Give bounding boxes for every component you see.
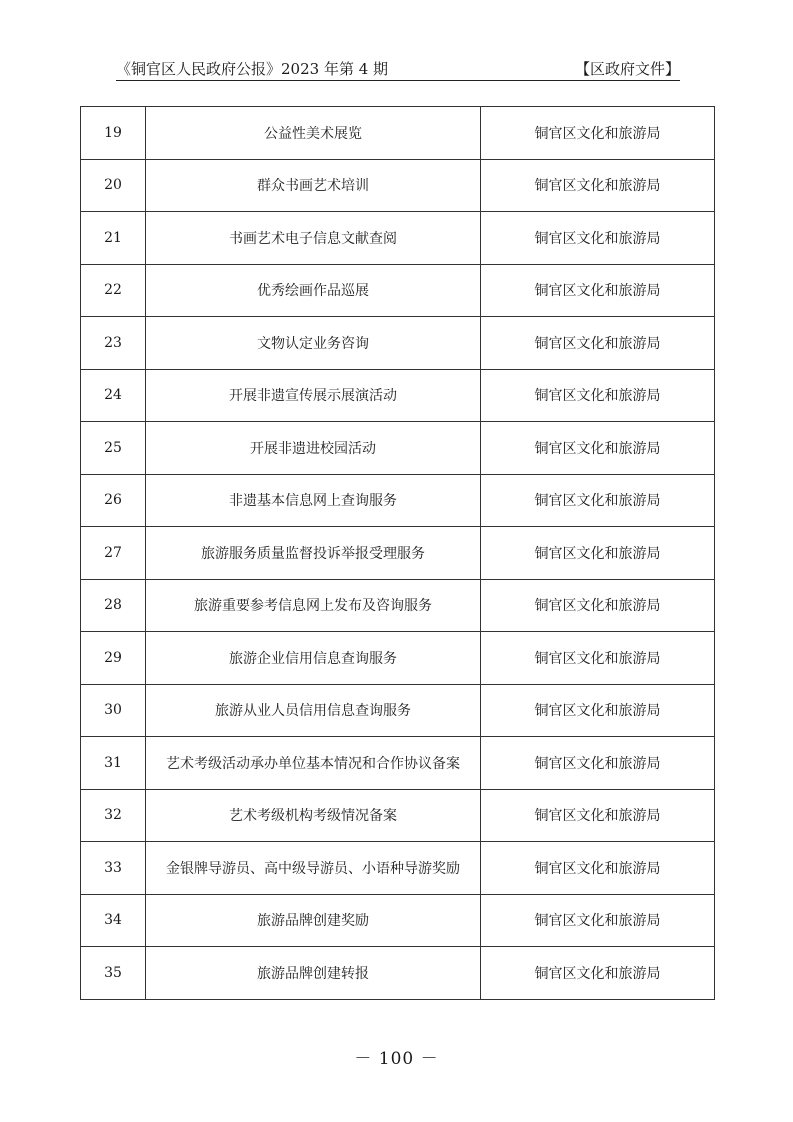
responsible-department: 铜官区文化和旅游局 <box>481 422 715 475</box>
section-label: 【区政府文件】 <box>574 60 680 78</box>
responsible-department: 铜官区文化和旅游局 <box>481 842 715 895</box>
table-body <box>81 107 715 1000</box>
responsible-department: 铜官区文化和旅游局 <box>481 212 715 265</box>
service-name: 公益性美术展览 <box>146 107 481 160</box>
row-number: 34 <box>81 894 146 947</box>
responsible-department: 铜官区文化和旅游局 <box>481 632 715 685</box>
responsible-department: 铜官区文化和旅游局 <box>481 107 715 160</box>
row-number: 22 <box>81 264 146 317</box>
responsible-department: 铜官区文化和旅游局 <box>481 527 715 580</box>
row-number: 25 <box>81 422 146 475</box>
table-row <box>81 422 715 475</box>
table-row <box>81 579 715 632</box>
table-row <box>81 474 715 527</box>
table-row <box>81 737 715 790</box>
row-number: 32 <box>81 789 146 842</box>
table-row <box>81 264 715 317</box>
service-list-table <box>80 106 715 1000</box>
service-name: 旅游品牌创建转报 <box>146 947 481 1000</box>
page-header <box>116 56 680 81</box>
service-name: 艺术考级机构考级情况备案 <box>146 789 481 842</box>
service-name: 艺术考级活动承办单位基本情况和合作协议备案 <box>146 737 481 790</box>
service-name: 旅游企业信用信息查询服务 <box>146 632 481 685</box>
responsible-department: 铜官区文化和旅游局 <box>481 579 715 632</box>
service-name: 旅游品牌创建奖励 <box>146 894 481 947</box>
table-row <box>81 212 715 265</box>
row-number: 33 <box>81 842 146 895</box>
row-number: 21 <box>81 212 146 265</box>
row-number: 20 <box>81 159 146 212</box>
publication-title: 《铜官区人民政府公报》2023 年第 4 期 <box>116 60 389 78</box>
row-number: 26 <box>81 474 146 527</box>
responsible-department: 铜官区文化和旅游局 <box>481 947 715 1000</box>
service-name: 群众书画艺术培训 <box>146 159 481 212</box>
table-row <box>81 159 715 212</box>
service-name: 非遗基本信息网上查询服务 <box>146 474 481 527</box>
service-name: 开展非遗进校园活动 <box>146 422 481 475</box>
table-row <box>81 632 715 685</box>
responsible-department: 铜官区文化和旅游局 <box>481 317 715 370</box>
table-row <box>81 789 715 842</box>
row-number: 24 <box>81 369 146 422</box>
row-number: 28 <box>81 579 146 632</box>
table-row <box>81 527 715 580</box>
table-row <box>81 369 715 422</box>
table-row <box>81 107 715 160</box>
table-row <box>81 684 715 737</box>
table-row <box>81 947 715 1000</box>
service-name: 旅游重要参考信息网上发布及咨询服务 <box>146 579 481 632</box>
row-number: 27 <box>81 527 146 580</box>
row-number: 19 <box>81 107 146 160</box>
service-name: 书画艺术电子信息文献查阅 <box>146 212 481 265</box>
responsible-department: 铜官区文化和旅游局 <box>481 264 715 317</box>
service-name: 金银牌导游员、高中级导游员、小语种导游奖励 <box>146 842 481 895</box>
responsible-department: 铜官区文化和旅游局 <box>481 789 715 842</box>
service-name: 旅游服务质量监督投诉举报受理服务 <box>146 527 481 580</box>
service-name: 文物认定业务咨询 <box>146 317 481 370</box>
service-name: 开展非遗宣传展示展演活动 <box>146 369 481 422</box>
table-row <box>81 894 715 947</box>
service-name: 旅游从业人员信用信息查询服务 <box>146 684 481 737</box>
row-number: 31 <box>81 737 146 790</box>
responsible-department: 铜官区文化和旅游局 <box>481 894 715 947</box>
table-row <box>81 317 715 370</box>
responsible-department: 铜官区文化和旅游局 <box>481 369 715 422</box>
responsible-department: 铜官区文化和旅游局 <box>481 684 715 737</box>
page-number: － 100 － <box>354 1049 439 1069</box>
row-number: 30 <box>81 684 146 737</box>
responsible-department: 铜官区文化和旅游局 <box>481 474 715 527</box>
table-row <box>81 842 715 895</box>
responsible-department: 铜官区文化和旅游局 <box>481 159 715 212</box>
row-number: 35 <box>81 947 146 1000</box>
responsible-department: 铜官区文化和旅游局 <box>481 737 715 790</box>
row-number: 29 <box>81 632 146 685</box>
row-number: 23 <box>81 317 146 370</box>
service-name: 优秀绘画作品巡展 <box>146 264 481 317</box>
